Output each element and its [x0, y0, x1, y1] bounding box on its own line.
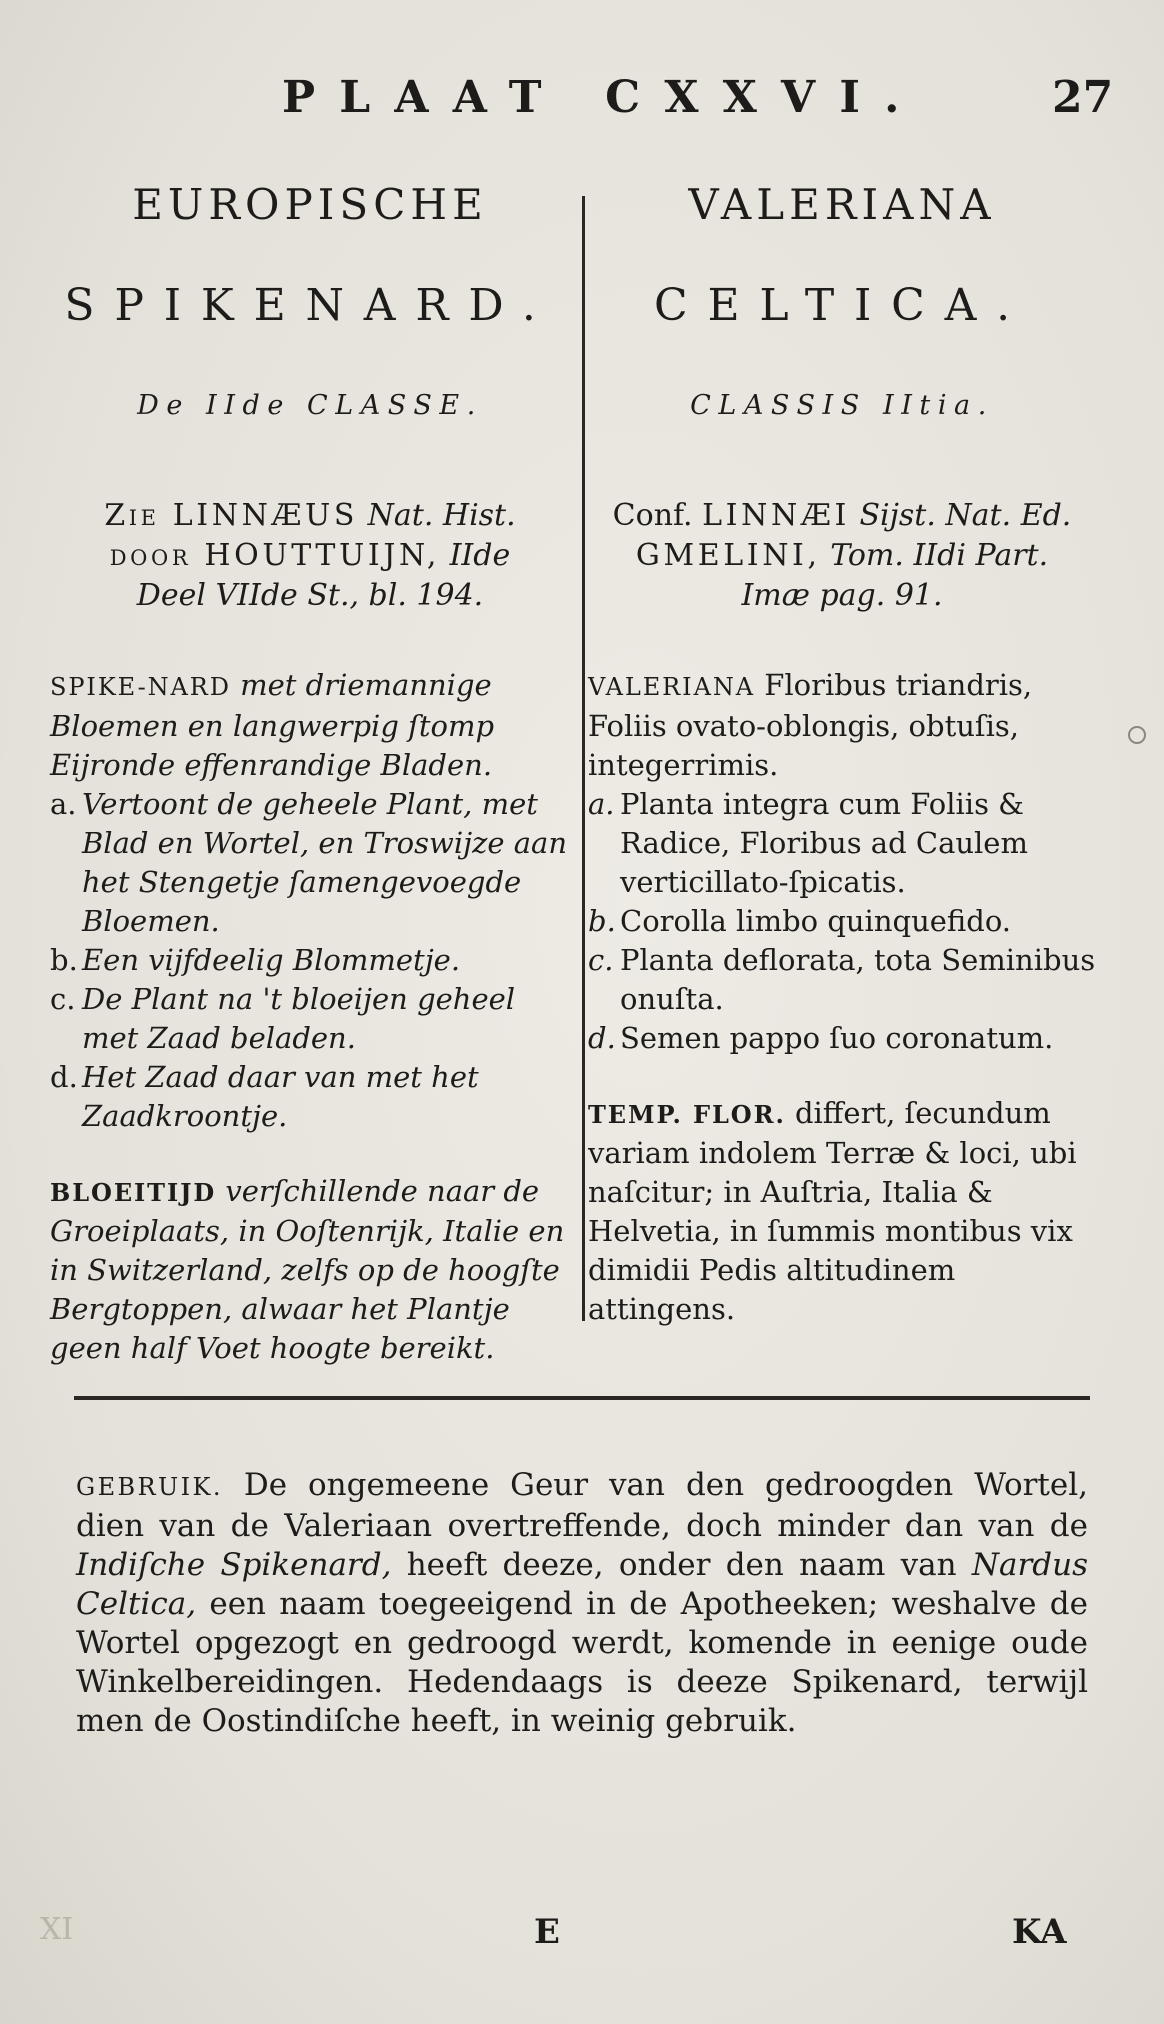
left-item-a [50, 785, 570, 941]
right-diagnosis-text: Floribus triandris, Foliis ovato-oblongis, obtuſis, integerrimis. [588, 668, 1033, 782]
right-class: CLASSIS IItia. [690, 390, 994, 421]
right-title-line1: VALERIANA [688, 180, 996, 229]
item-text: De Plant na 't bloeijen geheel met Zaad beladen. [82, 982, 516, 1055]
left-ref-page: Deel VIIde St., bl. 194. [136, 578, 484, 613]
usage-em-1: Indiſche Spikenard, [76, 1547, 392, 1583]
right-item-a [588, 785, 1096, 902]
right-flowering-time [588, 1094, 1096, 1329]
item-label: d. [50, 1060, 78, 1094]
right-ref-line2 [588, 536, 1096, 576]
page-number: 27 [1052, 72, 1114, 123]
left-item-d [50, 1058, 570, 1136]
item-text: Planta integra cum Foliis & Radice, Floribus ad Caulem verticillato-ſpicatis. [620, 787, 1028, 899]
item-text: Vertoont de geheele Plant, met Blad en Wortel, en Troswijze aan het Stengetje ſamengevoegde Bloemen. [82, 787, 568, 938]
right-ref-conf: Conf. [612, 498, 693, 533]
right-ref-volume: Tom. IIdi Part. [830, 538, 1049, 573]
right-flowering-text: differt, ſecundum variam indolem Terræ & loci, ubi naſcitur; in Auſtria, Italia & Helvetia, in ſummis montibus vix dimidii Pedis altitudinem attingens. [588, 1096, 1077, 1326]
item-text: Het Zaad daar van met het Zaadkroontje. [82, 1060, 479, 1133]
item-label: d. [588, 1021, 616, 1055]
item-text: Semen pappo ſuo coronatum. [620, 1021, 1054, 1055]
left-item-b [50, 941, 570, 980]
page-header [0, 72, 1164, 132]
left-item-c [50, 980, 570, 1058]
right-item-b [588, 902, 1096, 941]
horizontal-rule [74, 1396, 1090, 1400]
usage-paragraph [76, 1466, 1088, 1741]
right-title-line2: CELTICA. [654, 280, 1030, 331]
left-flowering-text: verſchillende naar de Groeiplaats, in Ooſtenrijk, Italie en in Switzerland, zelfs op de hoogſte Bergtoppen, alwaar het Plantje geen half Voet hoogte bereikt. [50, 1174, 565, 1365]
usage-text-1: De ongemeene Geur van den gedroogden Wortel, dien van de Valeriaan overtreffende, doch minder dan van de [76, 1467, 1089, 1544]
item-label: a. [588, 787, 615, 821]
item-text: Een vijfdeelig Blommetje. [82, 943, 461, 977]
left-diagnosis-text: met driemannige Bloemen en langwerpig ſtomp Eijronde effenrandige Bladen. [50, 668, 495, 782]
left-description [50, 666, 570, 1136]
plate-title: PLAAT CXXVI. [282, 72, 924, 123]
usage-em-2: Nardus Celtica, [76, 1547, 1089, 1622]
catchword: KA [1012, 1912, 1067, 1952]
left-column [50, 180, 570, 1368]
left-diagnosis [50, 666, 570, 785]
right-ref-author: LINNÆI [702, 498, 850, 533]
page-hole-mark [1128, 726, 1146, 744]
item-label: c. [50, 982, 76, 1016]
right-ref-line1 [588, 496, 1096, 536]
right-ref-work: Sijst. Nat. Ed. [859, 498, 1072, 533]
item-label: a. [50, 787, 77, 821]
left-title-line2: SPIKENARD. [64, 280, 556, 331]
usage-lead: GEBRUIK. [76, 1473, 223, 1501]
left-ref-volume: IIde [449, 538, 511, 573]
left-diagnosis-lead: SPIKE-NARD [50, 673, 231, 701]
left-ref-line1 [50, 496, 570, 536]
right-reference [588, 496, 1096, 616]
left-ref-work: Nat. Hist. [367, 498, 516, 533]
signature-mark: E [534, 1912, 560, 1952]
right-description [588, 666, 1096, 1058]
left-ref-translator: door HOUTTUIJN, [109, 538, 441, 573]
item-label: b. [588, 904, 616, 938]
left-flowering-time [50, 1172, 570, 1368]
left-title-line1: EUROPISCHE [132, 180, 488, 229]
right-ref-page: Imæ pag. 91. [741, 578, 943, 613]
column-divider [582, 196, 585, 1321]
left-reference [50, 496, 570, 616]
item-label: b. [50, 943, 78, 977]
right-diagnosis-lead: VALERIANA [588, 673, 755, 701]
left-ref-line2 [50, 536, 570, 576]
right-diagnosis [588, 666, 1096, 785]
item-label: c. [588, 943, 614, 977]
item-text: Corolla limbo quinquefido. [620, 904, 1011, 938]
right-ref-line3 [588, 576, 1096, 616]
right-item-c [588, 941, 1096, 1019]
right-ref-editor: GMELINI, [635, 538, 821, 573]
usage-text-3: een naam toegeeigend in de Apotheeken; weshalve de Wortel opgezogt en gedroogd werdt, komende in eenige oude Winkelbereidingen. Hedendaags is deeze Spikenard, terwijl men de Oostindiſche heeft, in weinig gebruik. [76, 1586, 1088, 1739]
left-flowering-lead: BLOEITIJD [50, 1178, 217, 1207]
left-class: De IIde CLASSE. [137, 390, 483, 421]
left-ref-author: Zie LINNÆUS [104, 498, 359, 533]
right-flowering-lead: TEMP. FLOR. [588, 1100, 786, 1129]
usage-text-2: heeft deeze, onder den naam van [406, 1547, 957, 1583]
left-ref-line3 [50, 576, 570, 616]
right-item-d [588, 1019, 1096, 1058]
bleed-through-mark: XI [40, 1912, 74, 1947]
right-column [588, 180, 1096, 1329]
item-text: Planta deflorata, tota Seminibus onuſta. [620, 943, 1096, 1016]
